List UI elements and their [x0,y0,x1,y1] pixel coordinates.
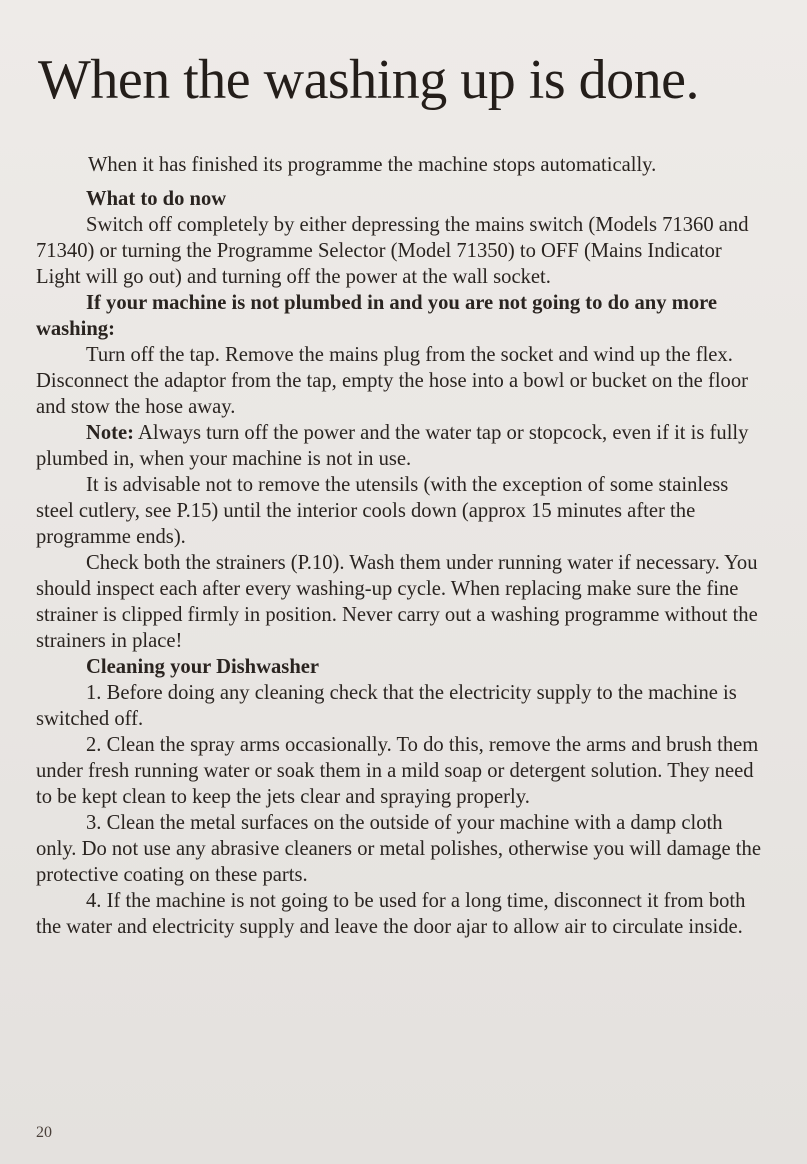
section-heading-cleaning: Cleaning your Dishwasher [86,656,320,678]
switch-off-paragraph: Switch off completely by either depressing the mains switch (Models 71360 and 71340) or turning the Programme Selector (Model 71350) to OFF (Mains Indicator Light will go out) and turning off the power at the wall socket. [36,214,749,288]
note-paragraph [36,420,766,472]
cleaning-item: 1. Before doing any cleaning check that the electricity supply to the machine is switched off. [36,682,737,730]
section-heading-what-to-do: What to do now [86,188,227,210]
page-title: When the washing up is done. [38,49,699,111]
utensils-paragraph: It is advisable not to remove the utensils (with the exception of some stainless steel cutlery, see P.15) until the interior cools down (approx 15 minutes after the programme ends). [36,474,729,548]
section-heading-not-plumbed: If your machine is not plumbed in and you are not going to do any more washing: [36,292,718,340]
note-label: Note: [86,422,135,444]
strainers-paragraph: Check both the strainers (P.10). Wash them under running water if necessary. You should inspect each after every washing-up cycle. When replacing make sure the fine strainer is clipped firmly in position. Never carry out a washing programme without the strainers in place! [36,552,758,652]
page-number: 20 [36,1124,52,1141]
intro-paragraph: When it has finished its programme the machine stops automatically. [88,154,657,176]
cleaning-item: 4. If the machine is not going to be used for a long time, disconnect it from both the water and electricity supply and leave the door ajar to allow air to circulate inside. [36,890,746,938]
cleaning-item: 2. Clean the spray arms occasionally. To do this, remove the arms and brush them under fresh running water or soak them in a mild soap or detergent solution. They need to be kept clean to keep the jets clear and spraying properly. [36,734,759,808]
cleaning-item: 3. Clean the metal surfaces on the outside of your machine with a damp cloth only. Do not use any abrasive cleaners or metal polishes, otherwise you will damage the protective coating on these parts. [36,812,761,886]
note-text: Always turn off the power and the water tap or stopcock, even if it is fully plumbed in, when your machine is not in use. [36,422,749,470]
page-body [36,152,766,940]
not-plumbed-paragraph: Turn off the tap. Remove the mains plug from the socket and wind up the flex. Disconnect the adaptor from the tap, empty the hose into a bowl or bucket on the floor and stow the hose away. [36,344,749,418]
